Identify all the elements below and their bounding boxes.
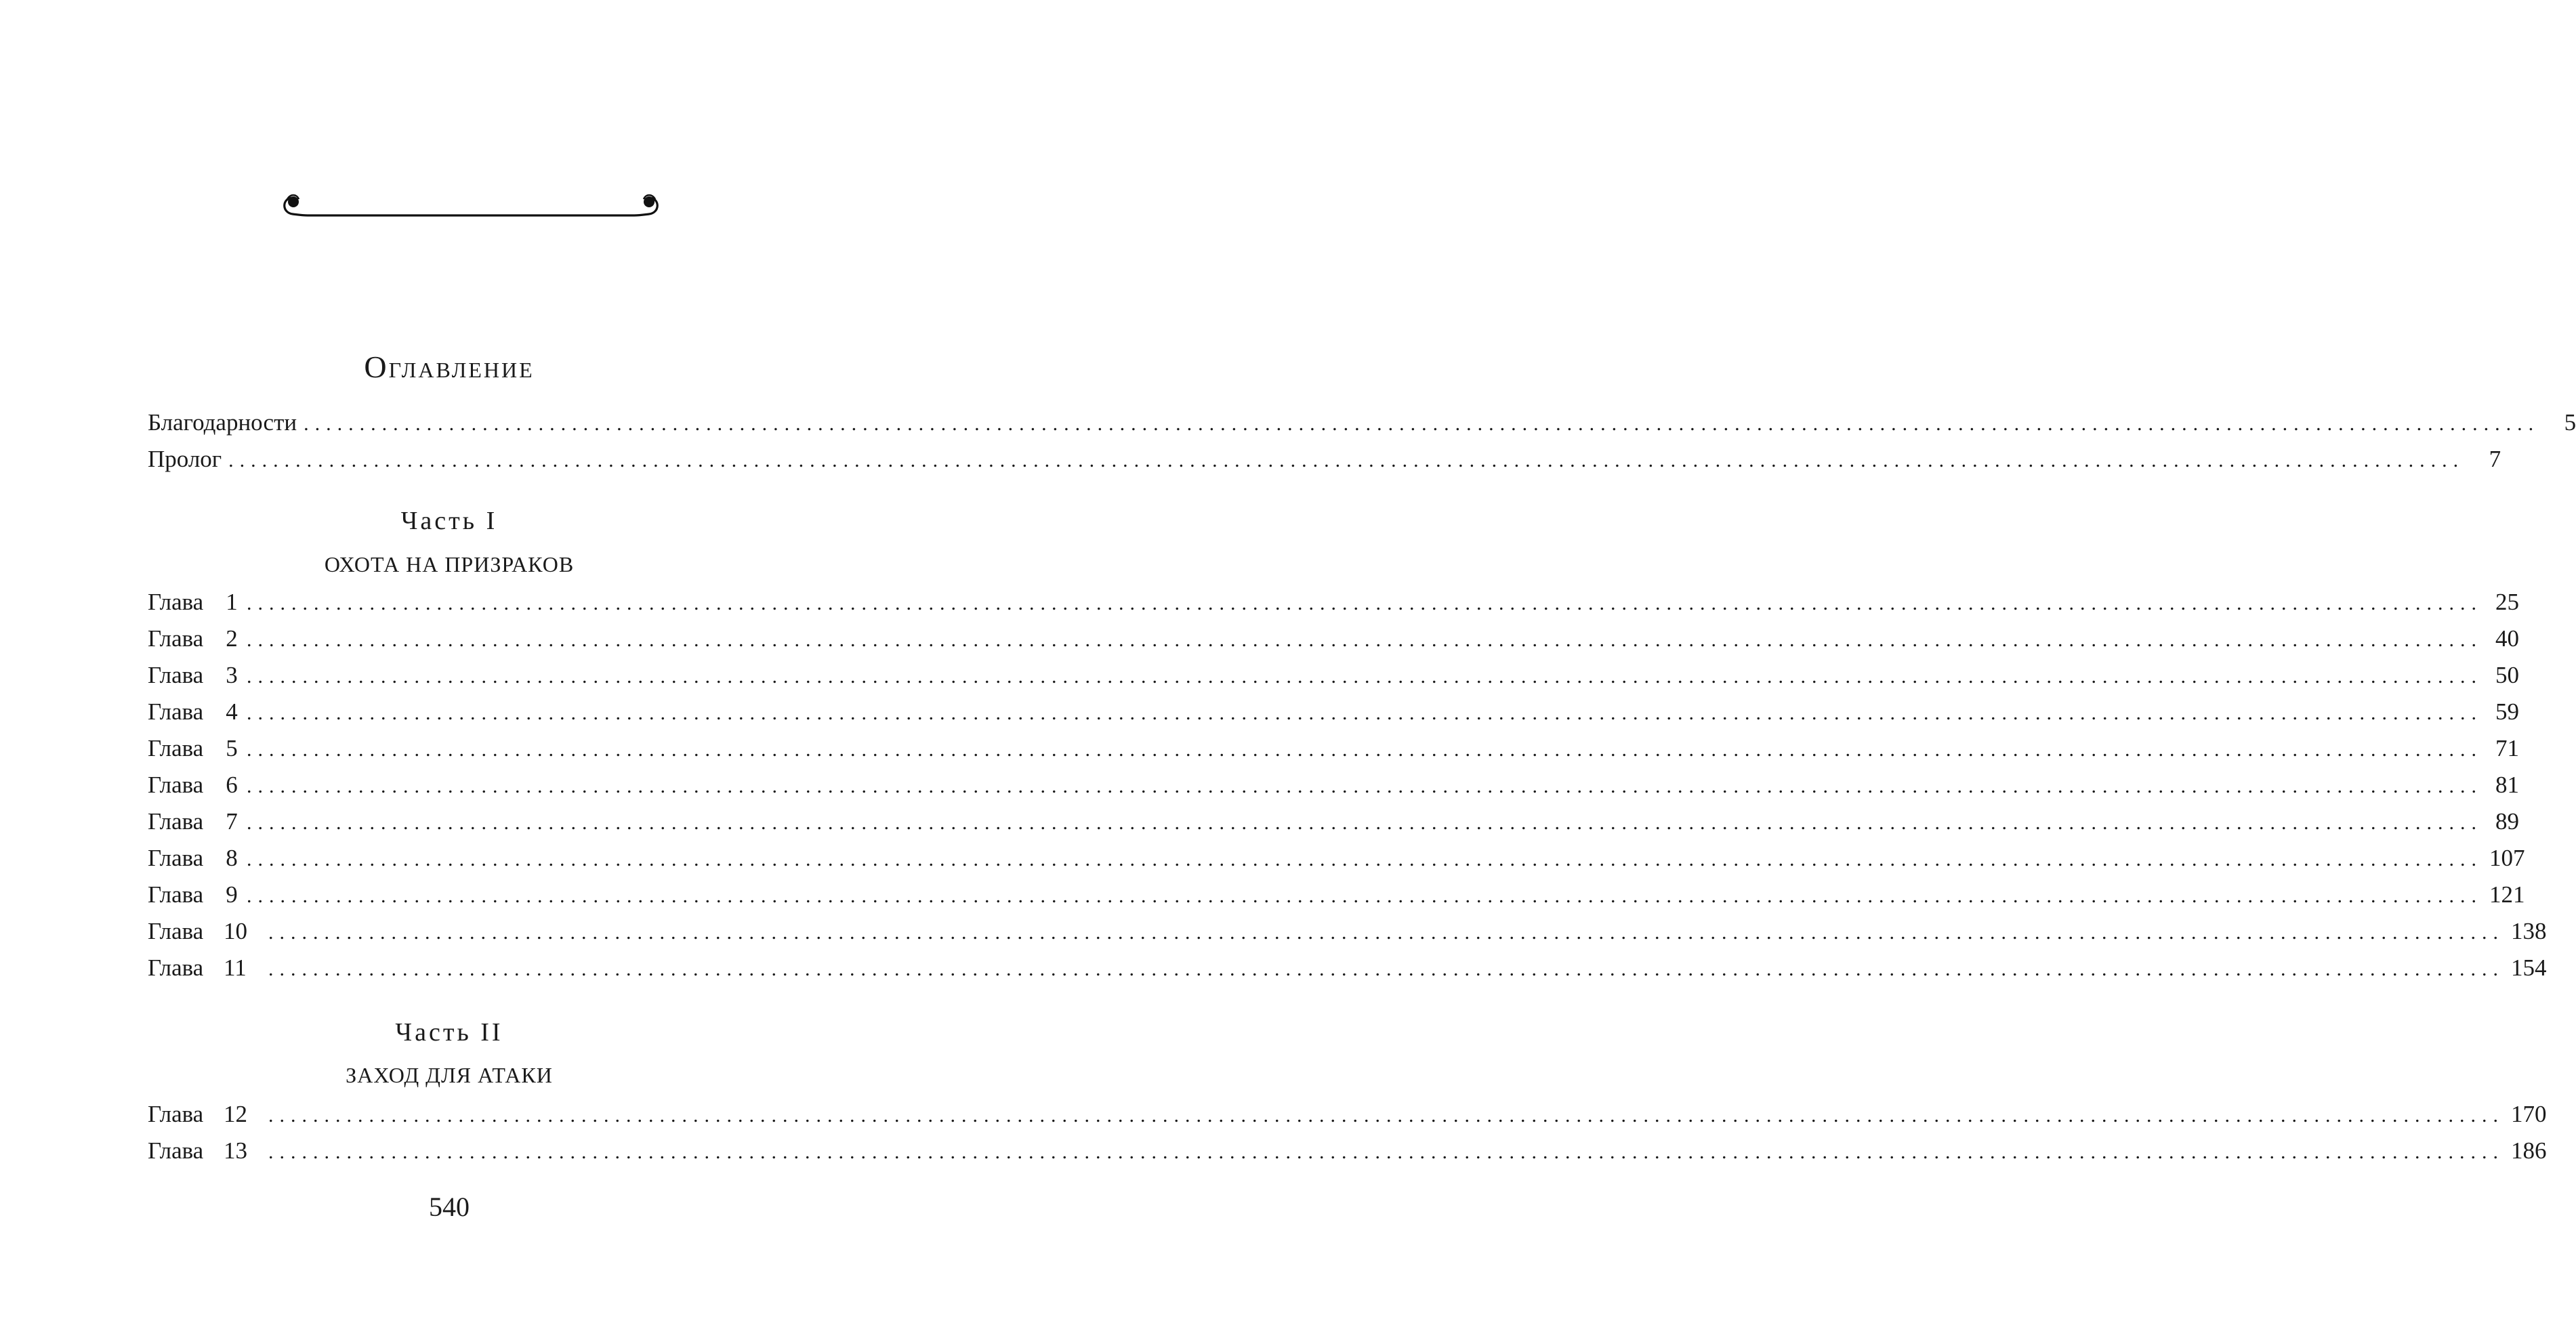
part-subtitle: ЗАХОД ДЛЯ АТАКИ: [346, 1063, 553, 1087]
page-number: 540: [429, 1192, 470, 1222]
entry-page: 7: [2489, 446, 2501, 472]
chapter-word: Глава: [148, 589, 204, 615]
chapter-number: 8: [226, 845, 238, 871]
toc-entry[interactable]: [148, 1096, 2547, 1133]
leader-dots: ........................................................................................................................................................................................................: [247, 812, 2482, 834]
chapter-number: 12: [224, 1101, 247, 1127]
chapter-number: 11: [224, 954, 247, 981]
part-subtitle: ОХОТА НА ПРИЗРАКОВ: [324, 552, 575, 576]
chapter-word: Глава: [148, 698, 204, 725]
leader-dots: ........................................................................................................................................................................................................: [247, 702, 2482, 724]
chapter-word: Глава: [148, 662, 204, 688]
leader-dots: ........................................................................................................................................................................................................: [247, 665, 2482, 688]
leader-dots: ........................................................................................................................................................................................................: [247, 848, 2482, 870]
toc-entry[interactable]: [148, 950, 2547, 986]
toc-entry[interactable]: [148, 694, 2519, 730]
entry-page: 138: [2511, 918, 2547, 944]
chapter-word: Глава: [148, 1101, 204, 1127]
chapter-word: Глава: [148, 808, 204, 835]
leader-dots: ........................................................................................................................................................................................................: [304, 413, 2540, 435]
chapter-word: Глава: [148, 1137, 204, 1164]
chapter-number: 10: [224, 918, 247, 944]
chapter-word: Глава: [148, 772, 204, 798]
toc-entry[interactable]: [148, 621, 2519, 657]
toc-entry[interactable]: [148, 767, 2519, 803]
toc-entry[interactable]: [148, 730, 2519, 767]
toc-entry[interactable]: [148, 404, 2576, 441]
entry-page: 154: [2511, 954, 2547, 981]
chapter-number: 7: [226, 808, 238, 835]
toc-heading: Оглавление: [364, 350, 535, 384]
leader-dots: ........................................................................................................................................................................................................: [228, 449, 2465, 471]
part-1-chapters: [148, 584, 2547, 986]
entry-page: 81: [2495, 772, 2519, 798]
entry-label: Благодарности: [148, 409, 297, 436]
front-entries: [148, 404, 2576, 478]
leader-dots: ........................................................................................................................................................................................................: [268, 921, 2504, 944]
entry-page: 59: [2495, 698, 2519, 725]
chapter-number: 3: [226, 662, 238, 688]
chapter-number: 13: [224, 1137, 247, 1164]
chapter-number: 6: [226, 772, 238, 798]
leader-dots: ........................................................................................................................................................................................................: [247, 775, 2482, 797]
chapter-number: 4: [226, 698, 238, 725]
entry-page: 121: [2489, 881, 2525, 908]
leader-dots: ........................................................................................................................................................................................................: [247, 885, 2482, 907]
leader-dots: ........................................................................................................................................................................................................: [247, 592, 2482, 614]
toc-entry[interactable]: [148, 657, 2519, 694]
chapter-word: Глава: [148, 954, 204, 981]
leader-dots: ........................................................................................................................................................................................................: [247, 738, 2482, 761]
toc-entry[interactable]: [148, 1133, 2547, 1169]
leader-dots: ........................................................................................................................................................................................................: [268, 958, 2504, 980]
chapter-word: Глава: [148, 918, 204, 944]
chapter-word: Глава: [148, 845, 204, 871]
chapter-number: 9: [226, 881, 238, 908]
chapter-number: 5: [226, 735, 238, 761]
chapter-word: Глава: [148, 625, 204, 652]
part-title: Часть II: [395, 1018, 503, 1047]
toc-entry[interactable]: [148, 913, 2547, 950]
entry-page: 5: [2564, 409, 2576, 436]
entry-page: 170: [2511, 1101, 2547, 1127]
chapter-word: Глава: [148, 735, 204, 761]
toc-entry[interactable]: [148, 877, 2525, 913]
ornament-divider-icon: [276, 183, 666, 224]
entry-page: 50: [2495, 662, 2519, 688]
leader-dots: ........................................................................................................................................................................................................: [268, 1104, 2504, 1127]
entry-page: 186: [2511, 1137, 2547, 1164]
entry-label: Пролог: [148, 446, 222, 472]
entry-page: 89: [2495, 808, 2519, 835]
chapter-number: 2: [226, 625, 238, 652]
part-2-chapters: [148, 1096, 2547, 1169]
chapter-word: Глава: [148, 881, 204, 908]
entry-page: 40: [2495, 625, 2519, 652]
toc-entry[interactable]: [148, 441, 2501, 478]
chapter-number: 1: [226, 589, 238, 615]
toc-entry[interactable]: [148, 584, 2519, 621]
part-title: Часть I: [400, 507, 498, 535]
leader-dots: ........................................................................................................................................................................................................: [247, 629, 2482, 651]
toc-entry[interactable]: [148, 840, 2525, 877]
entry-page: 107: [2489, 845, 2525, 871]
leader-dots: ........................................................................................................................................................................................................: [268, 1141, 2504, 1163]
entry-page: 71: [2495, 735, 2519, 761]
entry-page: 25: [2495, 589, 2519, 615]
toc-entry[interactable]: [148, 803, 2519, 840]
